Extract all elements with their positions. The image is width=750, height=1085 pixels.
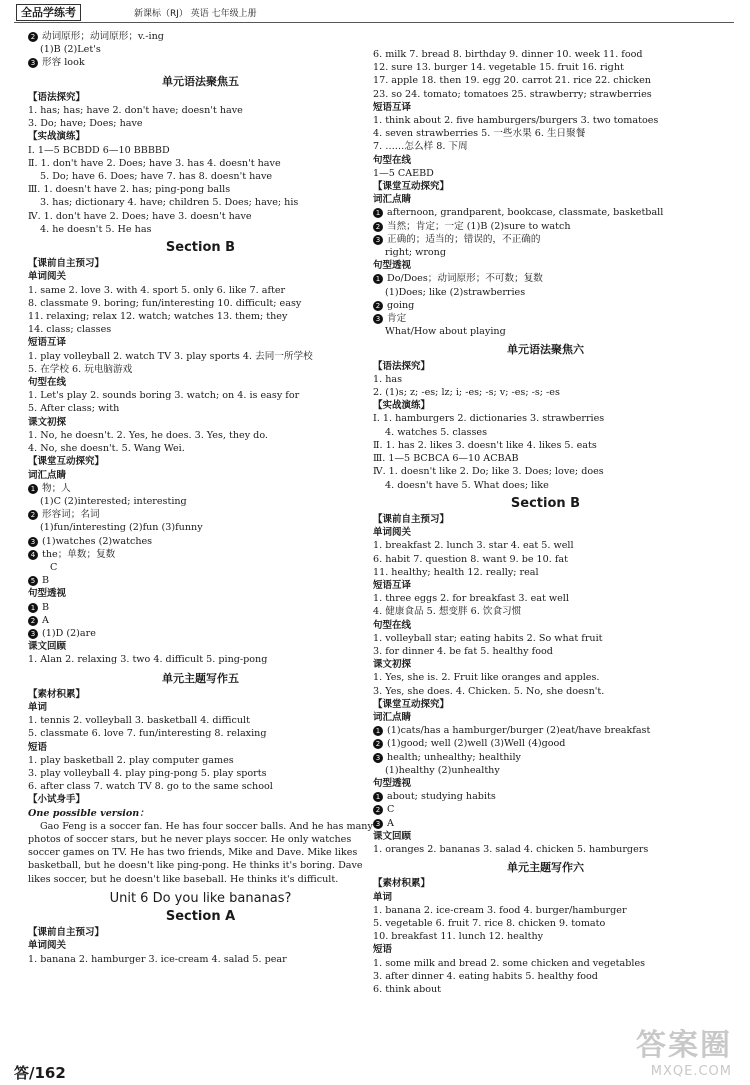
item-number-badge: 3 [28, 629, 38, 639]
subsection-label: 单词 [373, 891, 393, 903]
answer-line: 14. class; classes [28, 324, 112, 336]
item-number-badge: 2 [373, 222, 383, 232]
answer-line [373, 220, 718, 233]
answer-line: 5. classmate 6. love 7. fun/interesting 8. relaxing [28, 728, 267, 740]
category-tag: 【课堂互动探究】 [28, 456, 105, 468]
answer-line [28, 535, 373, 548]
answer-line: 3. Do; have; Does; have [28, 118, 143, 130]
answer-line: right; wrong [385, 247, 447, 259]
answer-line: 4. seven strawberries 5. 一些水果 6. 生日聚餐 [373, 128, 586, 140]
category-tag: 【语法探究】 [373, 360, 431, 372]
category-tag: 【小试身手】 [28, 794, 86, 806]
answer-line [28, 482, 373, 495]
answer-line [373, 724, 718, 737]
answer-line [373, 272, 718, 285]
item-number-badge: 3 [373, 235, 383, 245]
answer-line [28, 30, 373, 43]
item-number-badge: 3 [373, 314, 383, 324]
answer-line [28, 508, 373, 521]
answer-line [28, 56, 373, 69]
item-number-badge: 1 [28, 603, 38, 613]
subsection-label: 短语互译 [373, 101, 412, 113]
answer-text: C [387, 804, 395, 816]
answer-text: about; studying habits [387, 791, 496, 803]
page-header [14, 4, 734, 23]
answer-text: (1)cats/has a hamburger/burger (2)eat/have breakfast [387, 725, 651, 737]
item-number-badge: 5 [28, 576, 38, 586]
answer-line [373, 737, 718, 750]
answer-line: Ⅱ. 1. has 2. likes 3. doesn't like 4. likes 5. eats [373, 439, 597, 451]
item-number-badge: 3 [373, 819, 383, 829]
book-meta: 新课标（RJ） 英语 七年级上册 [134, 9, 257, 19]
answer-line: 1. three eggs 2. for breakfast 3. eat well [373, 593, 569, 605]
answer-line: 12. sure 13. burger 14. vegetable 15. fruit 16. right [373, 62, 624, 74]
answer-text: (1)good; well (2)well (3)Well (4)good [387, 738, 566, 750]
answer-line: 6. habit 7. question 8. want 9. be 10. fat [373, 553, 568, 565]
answer-line: 5. After class; with [28, 403, 120, 415]
subsection-label: 词汇点睛 [28, 469, 67, 481]
answer-line: 23. so 24. tomato; tomatoes 25. strawberry; strawberries [373, 88, 652, 100]
subsection-label: 句型透视 [373, 260, 412, 272]
subsection-label: 单词阅关 [373, 527, 412, 539]
category-tag: 【素材积累】 [28, 688, 86, 700]
answer-line: (1)Does; like (2)strawberries [385, 286, 526, 298]
subsection-label: 句型透视 [28, 588, 67, 600]
subsection-label: 课文初探 [28, 416, 67, 428]
category-tag: 【课前自主预习】 [28, 258, 105, 270]
answer-line: 1. think about 2. five hamburgers/burgers 3. two tomatoes [373, 115, 659, 127]
answer-line: Ⅲ. 1. doesn't have 2. has; ping-pong balls [28, 184, 231, 196]
answer-line: 1. Alan 2. relaxing 3. two 4. difficult 5. ping-pong [28, 654, 268, 666]
answer-line [28, 548, 373, 561]
item-number-badge: 1 [373, 208, 383, 218]
answer-line: (1)B (2)Let's [40, 44, 101, 56]
answer-line: 2. (1)s; z; -es; lz; i; -es; -s; v; -es; -s; -es [373, 387, 560, 399]
unit-title: Unit 6 Do you like bananas? [109, 890, 292, 906]
answer-line [373, 803, 718, 816]
answer-line: 8. classmate 9. boring; fun/interesting 10. difficult; easy [28, 297, 302, 309]
subsection-label: 课文初探 [373, 659, 412, 671]
answer-line: 1. play basketball 2. play computer games [28, 754, 234, 766]
answer-line [28, 614, 373, 627]
item-number-badge: 2 [373, 301, 383, 311]
answer-line: 1. breakfast 2. lunch 3. star 4. eat 5. well [373, 540, 574, 552]
answer-line: 6. think about [373, 984, 442, 996]
subsection-label: 单词阅关 [28, 940, 67, 952]
answer-line: 1. some milk and bread 2. some chicken and vegetables [373, 957, 646, 969]
item-number-badge: 1 [373, 274, 383, 284]
answer-line: 4. 健康食品 5. 想变胖 6. 饮食习惯 [373, 606, 522, 618]
item-number-badge: 2 [28, 32, 38, 42]
answer-line: 6. after class 7. watch TV 8. go to the same school [28, 781, 273, 793]
answer-line [373, 233, 718, 246]
section-title: Section B [510, 495, 581, 511]
answer-line [373, 817, 718, 830]
answer-line [28, 574, 373, 587]
answer-line [28, 627, 373, 640]
subsection-label: 课文回顾 [28, 641, 67, 653]
answer-line: 4. No, she doesn't. 5. Wang Wei. [28, 443, 185, 455]
answer-line: 3. play volleyball 4. play ping-pong 5. play sports [28, 767, 267, 779]
item-number-badge: 2 [28, 616, 38, 626]
answer-line: (1)C (2)interested; interesting [40, 495, 187, 507]
answer-line: Ⅲ. 1—5 BCBCA 6—10 ACBAB [373, 453, 519, 465]
answer-text: Do/Does；动词原形；不可数；复数 [387, 273, 543, 285]
answer-line: (1)fun/interesting (2)fun (3)funny [40, 522, 203, 534]
answer-line: 3. has; dictionary 4. have; children 5. Does; have; his [40, 197, 299, 209]
subsection-label: 短语 [28, 741, 48, 753]
answer-line: 5. vegetable 6. fruit 7. rice 8. chicken 9. tomato [373, 918, 606, 929]
section-heading: 单元语法聚焦五 [162, 74, 239, 88]
answer-line: 1. tennis 2. volleyball 3. basketball 4. difficult [28, 715, 250, 727]
answer-line [373, 299, 718, 312]
answer-line [373, 312, 718, 325]
item-number-badge: 3 [28, 537, 38, 547]
answer-line: 17. apple 18. then 19. egg 20. carrot 21. rice 22. chicken [373, 75, 651, 87]
answer-line: 1. volleyball star; eating habits 2. So what fruit [373, 632, 603, 644]
answer-text: 动词原形；动词原形；v.-ing [42, 31, 164, 42]
answer-line: 10. breakfast 11. lunch 12. healthy [373, 931, 544, 943]
category-tag: 【课堂互动探究】 [373, 181, 450, 193]
item-number-badge: 2 [28, 510, 38, 520]
answer-text: B [42, 601, 50, 613]
subsection-label: 单词 [28, 701, 48, 713]
category-tag: 【课前自主预习】 [28, 927, 105, 939]
answer-text: (1)watches (2)watches [42, 535, 153, 547]
answer-line: C [50, 561, 58, 573]
essay-intro: One possible version： [28, 807, 149, 819]
answer-text: A [387, 817, 394, 829]
answer-text: 当然；肯定；一定 (1)B (2)sure to watch [387, 220, 571, 232]
answer-line: 1. banana 2. ice-cream 3. food 4. burger/hamburger [373, 904, 627, 916]
subsection-label: 词汇点睛 [373, 194, 412, 206]
category-tag: 【素材积累】 [373, 878, 431, 890]
answer-line: Ⅰ. 1. hamburgers 2. dictionaries 3. strawberries [373, 413, 605, 425]
answer-line: Ⅳ. 1. don't have 2. Does; have 3. doesn't have [28, 210, 252, 222]
answer-line: Ⅳ. 1. doesn't like 2. Do; like 3. Does; love; does [373, 466, 604, 478]
subsection-label: 句型在线 [373, 154, 412, 166]
answer-line: 4. watches 5. classes [385, 426, 488, 438]
answer-text: B [42, 575, 50, 587]
item-number-badge: 3 [373, 753, 383, 763]
category-tag: 【课前自主预习】 [373, 513, 450, 525]
watermark-url: MXQE.COM [650, 1064, 732, 1079]
section-heading: 单元主题写作六 [507, 861, 584, 875]
answer-line: 1. has; has; have 2. don't have; doesn't have [28, 105, 243, 117]
subsection-label: 短语互译 [373, 579, 412, 591]
item-number-badge: 1 [373, 726, 383, 736]
answer-line [28, 601, 373, 614]
answer-text: health; unhealthy; healthily [387, 751, 521, 763]
item-number-badge: 4 [28, 550, 38, 560]
answer-text: 形容词；名词 [42, 509, 100, 521]
answer-line: Ⅰ. 1—5 BCBDD 6—10 BBBBD [28, 144, 170, 156]
answer-text: afternoon, grandparent, bookcase, classmate, basketball [387, 207, 664, 219]
answer-text: 肯定 [387, 313, 407, 325]
answer-line: 1. oranges 2. bananas 3. salad 4. chicken 5. hamburgers [373, 843, 649, 855]
answer-line [373, 206, 718, 219]
left-column [28, 30, 373, 966]
answer-line: 4. doesn't have 5. What does; like [385, 479, 549, 491]
answer-text: going [387, 299, 415, 311]
answer-line: Ⅱ. 1. don't have 2. Does; have 3. has 4. doesn't have [28, 157, 281, 169]
section-heading: 单元语法聚焦六 [507, 343, 584, 357]
essay-paragraph: Gao Feng is a soccer fan. He has four soccer balls. And he has many photos of soccer stars, but he never plays soccer. He only watches soccer games on TV. He has two friends, Mike and Dave. Mike likes basketball, but he doesn't like ping-pong. He thinks it's boring. Dave likes soccer, but he doesn't like baseball. He thinks it's difficult. [28, 820, 373, 885]
answer-line: 11. relaxing; relax 12. watch; watches 13. them; they [28, 311, 288, 323]
answer-line: 1—5 CAEBD [373, 167, 434, 179]
subsection-label: 短语 [373, 944, 393, 956]
answer-line: 3. for dinner 4. be fat 5. healthy food [373, 645, 553, 657]
answer-line: 11. healthy; health 12. really; real [373, 566, 539, 578]
answer-line: 1. Yes, she is. 2. Fruit like oranges and apples. [373, 672, 600, 684]
answer-line: 5. 在学校 6. 玩电脑游戏 [28, 363, 133, 375]
subsection-label: 句型在线 [28, 377, 67, 389]
item-number-badge: 1 [373, 792, 383, 802]
answer-text: A [42, 614, 49, 626]
subsection-label: 短语互译 [28, 337, 67, 349]
item-number-badge: 2 [373, 739, 383, 749]
item-number-badge: 1 [28, 484, 38, 494]
answer-line [373, 790, 718, 803]
page-number: 答/162 [14, 1064, 66, 1082]
subsection-label: 句型透视 [373, 777, 412, 789]
answer-line: 7. ……怎么样 8. 下周 [373, 141, 468, 153]
category-tag: 【实战演练】 [28, 131, 86, 143]
answer-text: 正确的；适当的；错误的，不正确的 [387, 233, 541, 245]
answer-line: What/How about playing [385, 326, 506, 338]
answer-line: 1. has [373, 373, 403, 385]
subsection-label: 词汇点睛 [373, 711, 412, 723]
answer-line: (1)healthy (2)unhealthy [385, 764, 500, 776]
category-tag: 【语法探究】 [28, 91, 86, 103]
answer-text: the；单数；复数 [42, 548, 116, 560]
answer-text: 物；人 [42, 482, 71, 494]
answer-text: 形容 look [42, 57, 85, 69]
answer-line: 6. milk 7. bread 8. birthday 9. dinner 10. week 11. food [373, 49, 643, 60]
answer-line: 5. Do; have 6. Does; have 7. has 8. doesn't have [40, 171, 273, 183]
answer-line: 1. No, he doesn't. 2. Yes, he does. 3. Yes, they do. [28, 429, 268, 441]
brand-label: 全品学练考 [16, 4, 81, 21]
subsection-label: 句型在线 [373, 619, 412, 631]
category-tag: 【课堂互动探究】 [373, 698, 450, 710]
answer-line [373, 751, 718, 764]
subsection-label: 单词阅关 [28, 271, 67, 283]
answer-line: 4. he doesn't 5. He has [40, 223, 152, 235]
item-number-badge: 2 [373, 805, 383, 815]
watermark-logo-text: 答案圈 [636, 1028, 732, 1063]
category-tag: 【实战演练】 [373, 400, 431, 412]
item-number-badge: 3 [28, 58, 38, 68]
answer-line: 3. Yes, she does. 4. Chicken. 5. No, she doesn't. [373, 685, 605, 697]
subsection-label: 课文回顾 [373, 830, 412, 842]
section-heading: 单元主题写作五 [162, 671, 239, 685]
section-title: Section B [165, 240, 236, 256]
answer-line: 1. banana 2. hamburger 3. ice-cream 4. salad 5. pear [28, 953, 287, 965]
right-column [373, 48, 718, 996]
answer-line: 1. play volleyball 2. watch TV 3. play sports 4. 去同一所学校 [28, 350, 313, 362]
site-watermark [636, 1020, 732, 1079]
answer-line: 1. same 2. love 3. with 4. sport 5. only 6. like 7. after [28, 284, 286, 296]
section-title: Section A [165, 909, 236, 924]
answer-text: (1)D (2)are [42, 627, 96, 639]
answer-line: 3. after dinner 4. eating habits 5. healthy food [373, 970, 598, 982]
answer-line: 1. Let's play 2. sounds boring 3. watch; on 4. is easy for [28, 390, 300, 402]
